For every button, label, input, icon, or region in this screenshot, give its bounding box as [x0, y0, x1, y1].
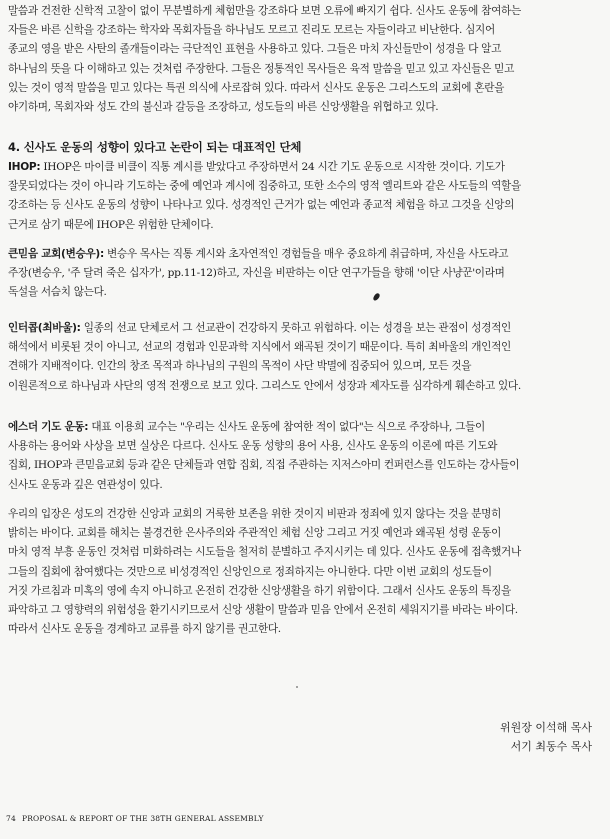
text-line: 독설을 서슴치 않는다. [8, 286, 107, 299]
text-line: 집회, IHOP과 큰믿음교회 등과 같은 단체들과 연합 집회, 직접 주관하는 지저스아미 컨퍼런스를 인도하는 강사들이 [8, 459, 520, 472]
text-line: 따라서 신사도 운동을 경계하고 교류를 하지 않기를 권고한다. [8, 623, 281, 636]
text-line: 파악하고 그 영향력의 위험성을 환기시키므로서 신앙 생활이 말씀과 믿음 안에서 온전히 세워지기를 바라는 바이다. [8, 604, 518, 617]
text-line: 우리의 입장은 성도의 건강한 신앙과 교회의 거룩한 보존을 위한 것이지 비판과 정죄에 있지 않다는 것을 분명히 [8, 508, 502, 520]
text-line [8, 158, 598, 177]
text-line: 견해가 지배적이다. 인간의 창조 목적과 하나님의 구원의 목적이 사단 박멸에 집중되어 있으며, 모든 것을 [8, 360, 472, 373]
text-line: 사용하는 용어와 사상을 보면 실상은 다르다. 신사도 운동 성향의 용어 사용, 신사도 운동의 이론에 따른 기도와 [8, 440, 498, 453]
intercp-paragraph [8, 319, 598, 396]
ihop-paragraph [8, 158, 598, 235]
text-line [8, 319, 598, 338]
text-line: 이원론적으로 하나님과 사단의 영적 전쟁으로 보고 있다. 그리스도 안에서 성장과 제자도를 심각하게 훼손하고 있다. [8, 379, 521, 392]
text-line: 그들의 집회에 참여했다는 것만으로 비성경적인 신앙인으로 정죄하지는 아니한다. 다만 이번 교회의 성도들이 [8, 565, 492, 578]
secretary-signature: 서기 최동수 목사 [510, 740, 592, 753]
position-paragraph [8, 505, 598, 639]
text-line: 신사도 운동과 깊은 연관성이 있다. [8, 478, 163, 491]
text-line: 자들은 바른 신학을 강조하는 학자와 목회자들을 하나님도 모르고 진리도 모르는 자들이라고 비난한다. 심지어 [8, 24, 495, 37]
section-heading: 4. 신사도 운동의 성향이 있다고 논란이 되는 대표적인 단체 [8, 140, 302, 154]
signature-block [500, 718, 592, 756]
text-line: 근거로 삼기 때문에 IHOP은 위험한 단체이다. [8, 218, 214, 231]
text-line: 말씀과 건전한 신학적 고찰이 없이 무분별하게 체험만을 강조하다 보면 오류에 빠지기 쉽다. 신사도 운동에 참여하는 [8, 5, 521, 17]
intro-paragraph [8, 2, 598, 117]
text-span: IHOP은 마이클 비클이 직통 계시를 받았다고 주장하면서 24 시간 기도 운동으로 시작한 것이다. 기도가 [40, 161, 505, 173]
text-line: 종교의 영을 받은 사탄의 졸개들이라는 극단적인 표현을 사용하고 있다. 그들은 마치 자신들만이 성경을 다 알고 [8, 43, 502, 56]
text-line: 거짓 가르침과 미혹의 영에 속지 아니하고 온전히 건강한 신앙생활을 하기 위함이다. 그래서 신사도 운동의 특징을 [8, 584, 511, 597]
text-line: 해석에서 비롯된 것이 아니고, 선교의 경험과 인문과학 지식에서 왜곡된 것이기 때문이다. 특히 최바울의 개인적인 [8, 341, 511, 354]
esther-term: 에스더 기도 운동: [8, 421, 89, 433]
intercp-term: 인터콥(최바울): [8, 322, 81, 334]
text-span: 대표 이용희 교수는 "우리는 신사도 운동에 참여한 적이 없다"는 식으로 주장하나, 그들이 [88, 421, 485, 433]
text-line [8, 418, 598, 437]
text-line: 마치 영적 부흥 운동인 것처럼 미화하려는 시도들을 철저히 분별하고 주지시키는 데 있다. 신사도 운동에 접촉했거나 [8, 546, 521, 559]
text-line: 있는 것이 영적 말씀을 믿고 있다는 특권 의식에 사로잡혀 있다. 따라서 신사도 운동은 그리스도의 교회에 혼란을 [8, 81, 505, 94]
scan-dot [296, 686, 298, 688]
esther-paragraph [8, 418, 598, 495]
text-line: 강조하는 등 신사도 운동의 성향이 나타나고 있다. 성경적인 근거가 없는 예언과 종교적 체험을 하고 그것을 신앙의 [8, 199, 515, 212]
text-line: 하나님의 뜻을 다 이해하고 있는 것처럼 주장한다. 그들은 정통적인 목사들은 육적 말씀을 믿고 있고 자신들은 믿고 [8, 62, 515, 75]
page-footer [6, 814, 264, 823]
text-line: 밝히는 바이다. 교회를 해치는 불경건한 은사주의와 주관적인 체험 신앙 그리고 거짓 예언과 왜곡된 성령 운동이 [8, 527, 502, 540]
page-number: 74 [6, 814, 16, 823]
text-line [8, 245, 598, 264]
ihop-term: IHOP: [8, 161, 41, 173]
text-line: 주장(변승우, '주 달려 죽은 십자가', pp.11-12)하고, 자신을 비판하는 이단 연구가들을 향해 '이단 사냥꾼'이라며 [8, 267, 505, 280]
text-span: 일종의 선교 단체로서 그 선교관이 건강하지 못하고 위험하다. 이는 성경을 보는 관점이 성경적인 [80, 322, 511, 334]
footer-text: PROPOSAL & REPORT OF THE 38TH GENERAL ASSEMBLY [21, 814, 264, 823]
text-line: 야기하며, 목회자와 성도 간의 불신과 갈등을 조장하고, 성도들의 바른 신앙생활을 위협하고 있다. [8, 101, 439, 114]
text-line: 잘못되었다는 것이 아니라 기도하는 중에 예언과 계시에 집중하고, 또한 소수의 영적 엘리트와 같은 사도들의 역할을 [8, 180, 521, 193]
chair-signature: 위원장 이석해 목사 [499, 721, 592, 734]
bigfaith-paragraph [8, 245, 598, 303]
bigfaith-term: 큰믿음 교회(변승우): [8, 248, 104, 260]
text-span: 변승우 목사는 직통 계시와 초자연적인 경험들을 매우 중요하게 취급하며, 자신을 사도라고 [103, 248, 509, 260]
